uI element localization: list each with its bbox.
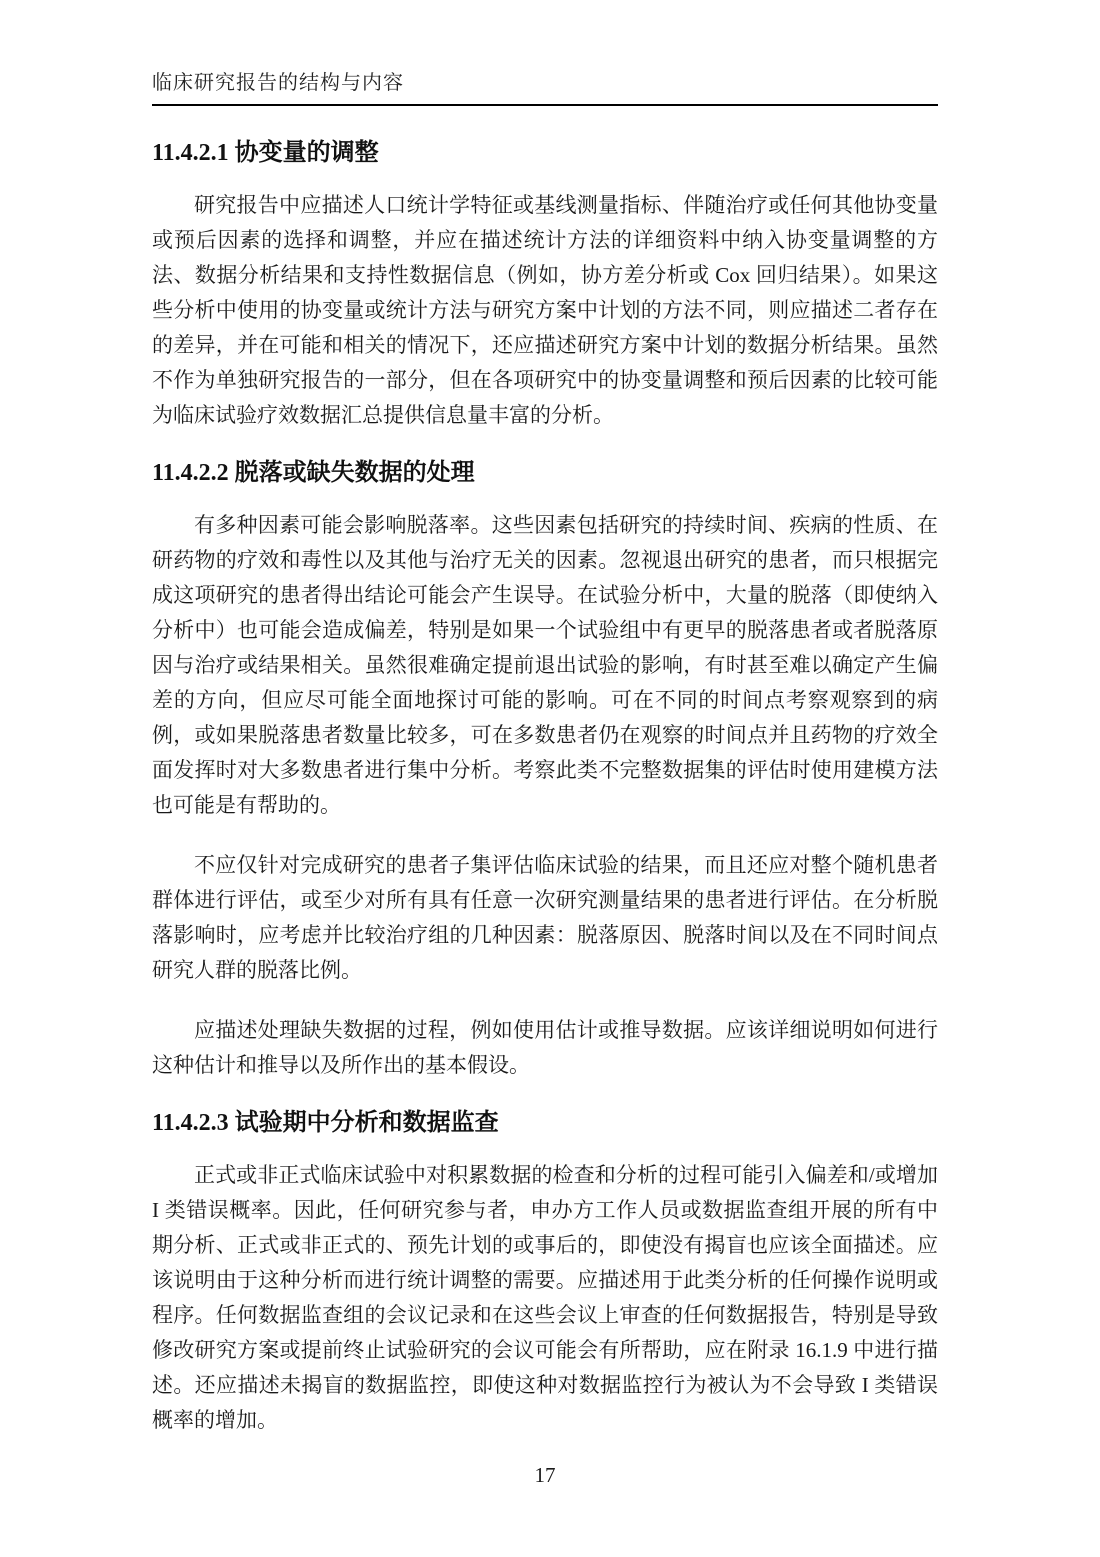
paragraph: 正式或非正式临床试验中对积累数据的检查和分析的过程可能引入偏差和/或增加 I 类错误概率。因此，任何研究参与者，申办方工作人员或数据监查组开展的所有中期分析、正式或非正式的、预先计划的或事后的，即使没有揭盲也应该全面描述。应该说明由于这种分析而进行统计调整的需要。应描述用于此类分析的任何操作说明或程序。任何数据监查组的会议记录和在这些会议上审查的任何数据报告，特别是导致修改研究方案或提前终止试验研究的会议可能会有所帮助，应在附录 16.1.9 中进行描述。还应描述未揭盲的数据监控，即使这种对数据监控行为被认为不会导致 I 类错误概率的增加。: [152, 1163, 938, 1432]
page-number: 17: [534, 1463, 556, 1487]
section-heading-11-4-2-2: 11.4.2.2 脱落或缺失数据的处理: [152, 460, 475, 486]
running-header: 临床研究报告的结构与内容: [152, 72, 404, 94]
header-rule: [152, 104, 938, 106]
paragraph: 不应仅针对完成研究的患者子集评估临床试验的结果，而且还应对整个随机患者群体进行评估，或至少对所有具有任意一次研究测量结果的患者进行评估。在分析脱落影响时，应考虑并比较治疗组的几种因素：脱落原因、脱落时间以及在不同时间点研究人群的脱落比例。: [152, 853, 938, 982]
section-heading-11-4-2-1: 11.4.2.1 协变量的调整: [152, 140, 379, 166]
paragraph: 应描述处理缺失数据的过程，例如使用估计或推导数据。应该详细说明如何进行这种估计和推导以及所作出的基本假设。: [152, 1018, 938, 1077]
paragraph: 有多种因素可能会影响脱落率。这些因素包括研究的持续时间、疾病的性质、在研药物的疗效和毒性以及其他与治疗无关的因素。忽视退出研究的患者，而只根据完成这项研究的患者得出结论可能会产生误导。在试验分析中，大量的脱落（即使纳入分析中）也可能会造成偏差，特别是如果一个试验组中有更早的脱落患者或者脱落原因与治疗或结果相关。虽然很难确定提前退出试验的影响，有时甚至难以确定产生偏差的方向，但应尽可能全面地探讨可能的影响。可在不同的时间点考察观察到的病例，或如果脱落患者数量比较多，可在多数患者仍在观察的时间点并且药物的疗效全面发挥时对大多数患者进行集中分析。考察此类不完整数据集的评估时使用建模方法也可能是有帮助的。: [152, 513, 938, 817]
paragraph: 研究报告中应描述人口统计学特征或基线测量指标、伴随治疗或任何其他协变量或预后因素的选择和调整，并应在描述统计方法的详细资料中纳入协变量调整的方法、数据分析结果和支持性数据信息（例如，协方差分析或 Cox 回归结果）。如果这些分析中使用的协变量或统计方法与研究方案中计划的方法不同，则应描述二者存在的差异，并在可能和相关的情况下，还应描述研究方案中计划的数据分析结果。虽然不作为单独研究报告的一部分，但在各项研究中的协变量调整和预后因素的比较可能为临床试验疗效数据汇总提供信息量丰富的分析。: [152, 193, 938, 427]
section-heading-11-4-2-3: 11.4.2.3 试验期中分析和数据监查: [152, 1110, 499, 1136]
